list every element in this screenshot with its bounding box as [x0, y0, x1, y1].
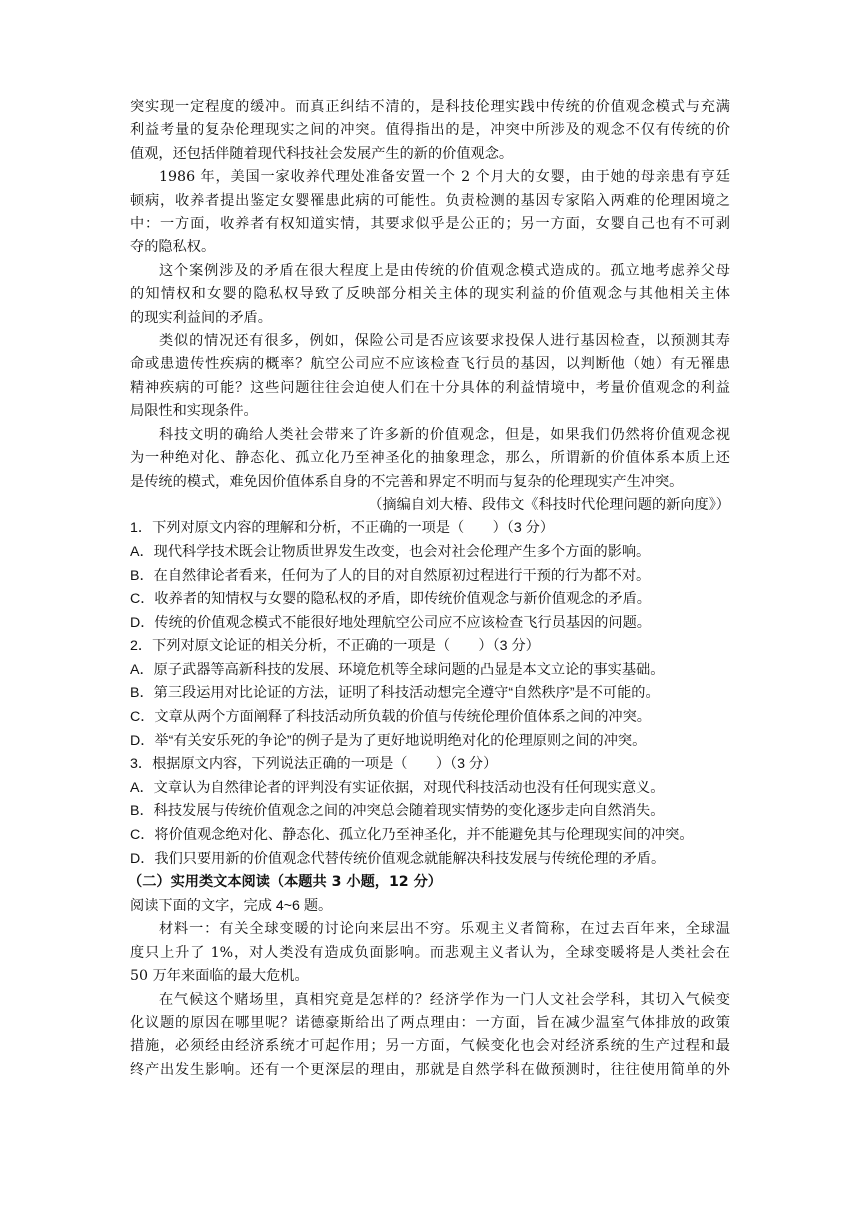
answer-option-d: D．传统的价值观念模式不能很好地处理航空公司应不应该检查飞行员基因的问题。	[130, 614, 651, 631]
passage-paragraph	[130, 260, 730, 330]
passage-paragraph	[130, 166, 730, 260]
text-line: 措施，必须经由经济系统才可起作用；另一方面，气候变化也会对经济系统的生产过程和最	[130, 1038, 730, 1055]
section-heading: （二）实用类文本阅读（本题共 3 小题，12 分）	[128, 874, 442, 891]
text-line: 夺的隐私权。	[130, 239, 216, 256]
answer-option-a: A．现代科学技术既会让物质世界发生改变，也会对社会伦理产生多个方面的影响。	[130, 543, 651, 560]
material-paragraph	[130, 989, 730, 1083]
text-line: 科技文明的确给人类社会带来了许多新的价值观念，但是，如果我们仍然将价值观念视	[159, 426, 730, 443]
text-line: 中：一方面，收养者有权知道实情，其要求似乎是公正的；另一方面，女婴自己也有不可剥	[130, 216, 730, 233]
material-paragraph	[130, 918, 730, 988]
text-line: 类似的情况还有很多，例如，保险公司是否应该要求投保人进行基因检查，以预测其寿	[159, 333, 730, 350]
text-line: 的知情权和女婴的隐私权导致了反映部分相关主体的现实利益的价值观念与其他相关主体	[130, 286, 730, 303]
text-line: 局限性和实现条件。	[130, 403, 258, 420]
question-2	[130, 635, 730, 753]
text-line: 突实现一定程度的缓冲。而真正纠结不清的，是科技伦理实践中传统的价值观念模式与充满	[130, 99, 730, 115]
passage-paragraph	[130, 330, 730, 424]
text-line: 化议题的原因在哪里呢？诺德豪斯给出了两点理由：一方面，旨在减少温室气体排放的政策	[130, 1015, 730, 1032]
text-line: 是传统的模式，难免因价值体系自身的不完善和界定不明而与复杂的伦理现实产生冲突。	[130, 473, 684, 490]
text-line: 终产出发生影响。还有一个更深层的理由，那就是自然学科在做预测时，往往使用简单的外	[130, 1061, 730, 1078]
answer-option-d: D．我们只要用新的价值观念代替传统价值观念就能解决科技发展与传统伦理的矛盾。	[130, 850, 666, 867]
answer-option-c: C．收养者的知情权与女婴的隐私权的矛盾，即传统价值观念与新价值观念的矛盾。	[130, 591, 651, 608]
passage-paragraph	[130, 424, 730, 494]
text-line: 度只上升了 1%，对人类没有造成负面影响。而悲观主义者认为，全球变暖将是人类社会在	[130, 944, 730, 961]
text-line: 值观，还包括伴随着现代科技社会发展产生的新的价值观念。	[130, 145, 514, 162]
question-3	[130, 753, 730, 871]
text-line: 材料一：有关全球变暖的讨论向来层出不穷。乐观主义者简称，在过去百年来，全球温	[159, 921, 730, 938]
answer-option-b: B．在自然律论者看来，任何为了人的目的对自然原初过程进行干预的行为都不对。	[130, 567, 651, 584]
answer-option-c: C．文章从两个方面阐释了科技活动所负载的价值与传统伦理价值体系之间的冲突。	[130, 709, 651, 726]
answer-option-a: A．原子武器等高新科技的发展、环境危机等全球问题的凸显是本文立论的事实基础。	[130, 661, 665, 678]
question-stem: 1．下列对原文内容的理解和分析，不正确的一项是（ ）（3 分）	[130, 520, 555, 537]
question-stem: 3．根据原文内容，下列说法正确的一项是（ ）（3 分）	[130, 756, 498, 773]
text-line: 1986 年，美国一家收养代理处准备安置一个 2 个月大的女婴，由于她的母亲患有亨廷	[159, 169, 730, 186]
text-line: 命或患遗传性疾病的概率？航空公司应不应该检查飞行员的基因，以判断他（她）有无罹患	[130, 356, 730, 373]
passage-paragraph	[130, 96, 730, 166]
answer-option-d: D．举“有关安乐死的争论”的例子是为了更好地说明绝对化的伦理原则之间的冲突。	[130, 732, 647, 749]
text-line: 在气候这个赌场里，真相究竟是怎样的？经济学作为一门人文社会学科，其切入气候变	[159, 991, 730, 1008]
text-line: 利益考量的复杂伦理现实之间的冲突。值得指出的是，冲突中所涉及的观念不仅有传统的价	[130, 122, 730, 139]
source-citation: （摘编自刘大椿、段伟文《科技时代伦理问题的新向度》）	[368, 496, 730, 513]
answer-option-c: C．将价值观念绝对化、静态化、孤立化乃至神圣化，并不能避免其与伦理现实间的冲突。	[130, 827, 694, 844]
text-line: 的现实利益间的矛盾。	[130, 309, 272, 326]
section-instruction: 阅读下面的文字，完成 4~6 题。	[130, 897, 333, 914]
answer-option-b: B．科技发展与传统价值观念之间的冲突总会随着现实情势的变化逐步走向自然消失。	[130, 803, 665, 820]
question-1	[130, 517, 730, 635]
question-stem: 2．下列对原文论证的相关分析，不正确的一项是（ ）（3 分）	[130, 638, 540, 655]
text-line: 为一种绝对化、静态化、孤立化乃至神圣化的抽象理念，那么，所谓新的价值体系本质上还	[130, 450, 730, 467]
text-line: 50 万年来面临的最大危机。	[130, 968, 309, 985]
text-line: 精神疾病的可能？这些问题往往会迫使人们在十分具体的利益情境中，考量价值观念的利益	[130, 379, 730, 396]
text-line: 顿病，收养者提出鉴定女婴罹患此病的可能性。负责检测的基因专家陷入两难的伦理困境之	[130, 192, 730, 209]
answer-option-a: A．文章认为自然律论者的评判没有实证依据，对现代科技活动也没有任何现实意义。	[130, 779, 665, 796]
answer-option-b: B．第三段运用对比论证的方法，证明了科技活动想完全遵守“自然秩序”是不可能的。	[130, 685, 660, 702]
text-line: 这个案例涉及的矛盾在很大程度上是由传统的价值观念模式造成的。孤立地考虑养父母	[159, 262, 730, 279]
